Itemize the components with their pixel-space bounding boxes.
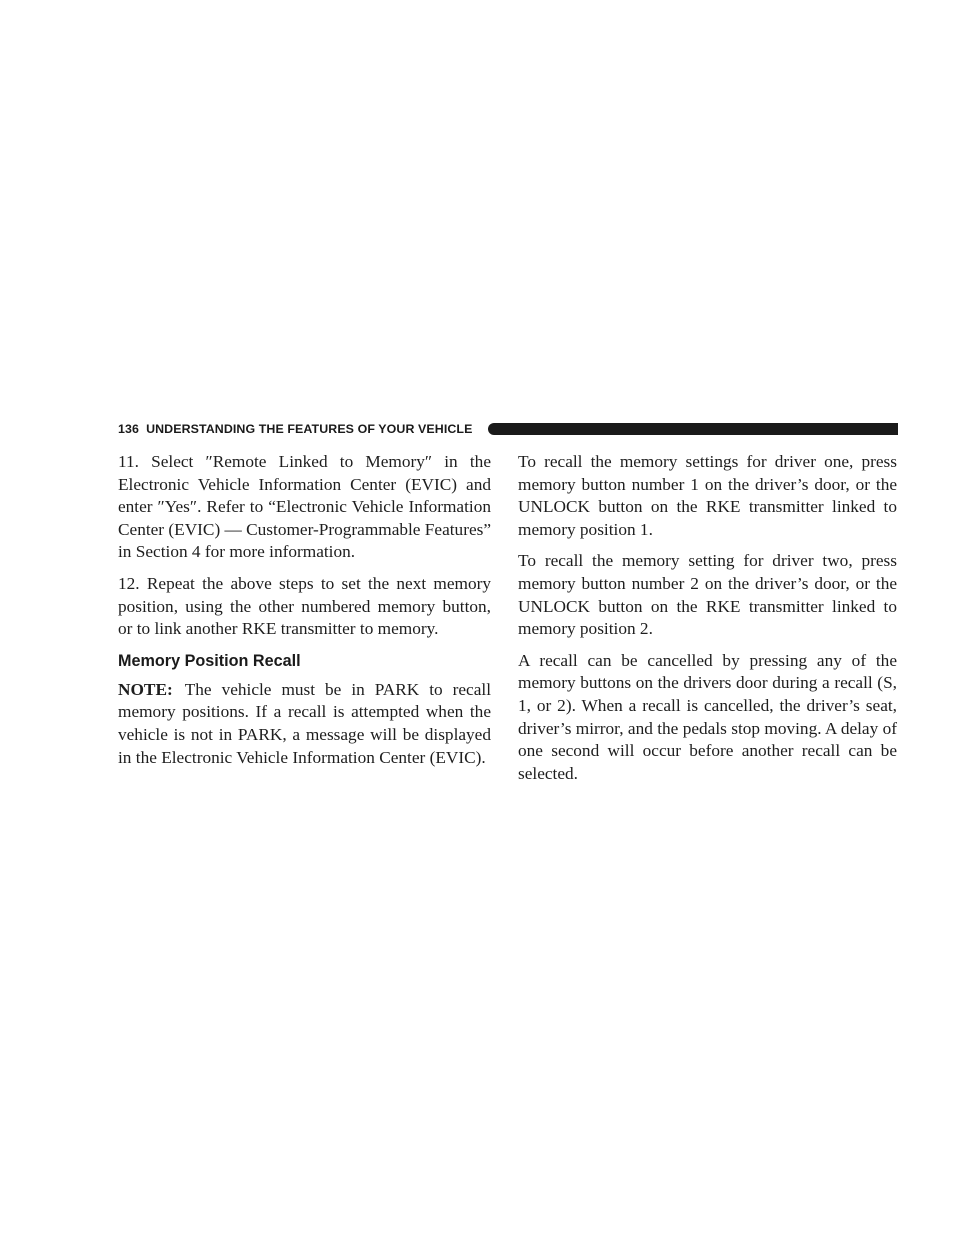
note-label: NOTE: [118,679,173,699]
recall-driver-two-paragraph: To recall the memory setting for driver two, press memory button number 2 on the driver’s door, or the UNLOCK button on the RKE transmitter linked to memory position 2. [518,551,897,639]
step-12-paragraph: 12. Repeat the above steps to set the next memory position, using the other numbered memory button, or to link another RKE transmitter to memory. [118,573,491,639]
header-rule-bar [488,423,898,435]
running-header [118,421,472,437]
step-11-paragraph: 11. Select ″Remote Linked to Memory″ in the Electronic Vehicle Information Center (EVIC) and enter ″Yes″. Refer to “Electronic Vehicle Information Center (EVIC) — Customer-Programmable Features” in Section 4 for more information. [118,452,492,562]
page-header [118,421,898,437]
left-column [118,451,491,769]
page-number: 136 [118,422,139,436]
right-column [518,451,897,785]
recall-cancel-paragraph: A recall can be cancelled by pressing any of the memory buttons on the drivers door during a recall (S, 1, or 2). When a recall is cancelled, the driver’s seat, driver’s mirror, and the pedals stop moving. A delay of one second will occur before another recall can be selected. [518,650,897,783]
note-text: The vehicle must be in PARK to recall memory positions. If a recall is attempted when the vehicle is not in PARK, a message will be displayed in the Electronic Vehicle Information Center (EVIC). [118,679,491,767]
note-paragraph [118,679,491,769]
running-title: UNDERSTANDING THE FEATURES OF YOUR VEHICLE [146,422,473,436]
section-heading: Memory Position Recall [118,651,301,670]
recall-driver-one-paragraph: To recall the memory settings for driver one, press memory button number 1 on the driver’s door, or the UNLOCK button on the RKE transmitter linked to memory position 1. [518,452,897,539]
